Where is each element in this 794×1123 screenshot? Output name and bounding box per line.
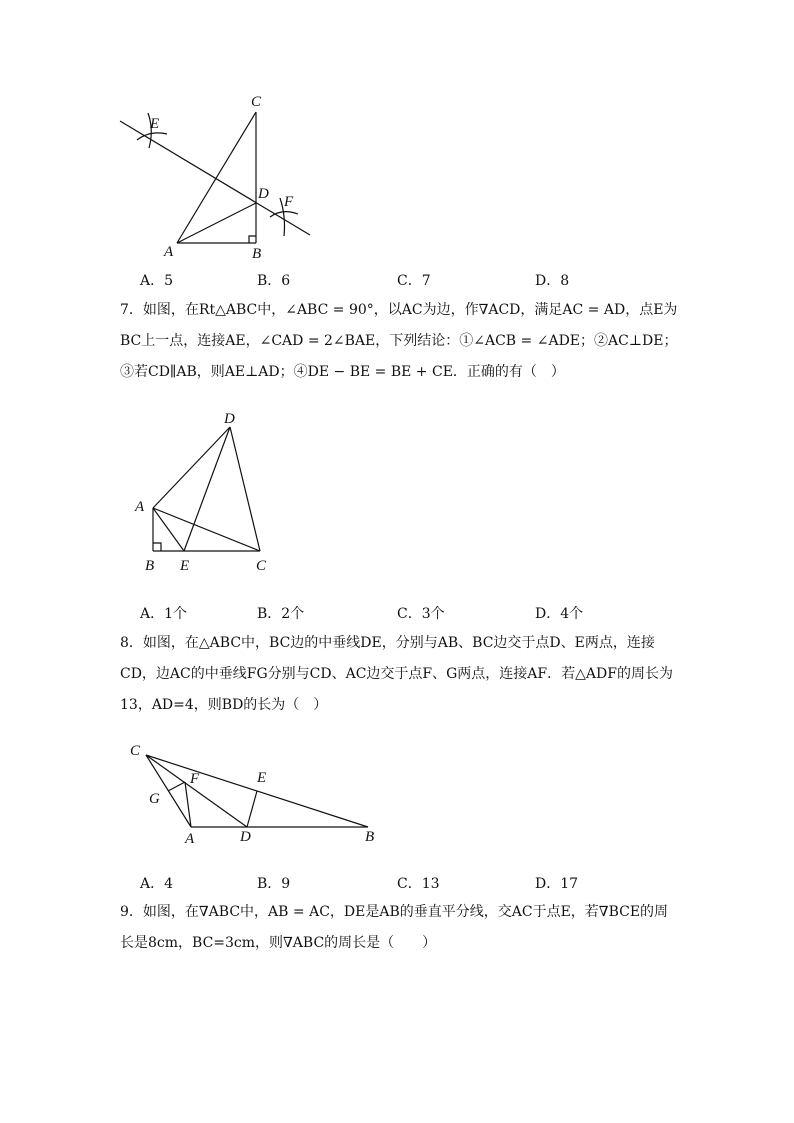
q8-option-b[interactable]: B．9: [257, 876, 291, 892]
q6-diagram: [110, 90, 330, 270]
q6-option-d[interactable]: D．8: [535, 273, 570, 289]
q8-option-a[interactable]: A．4: [140, 876, 174, 892]
label-E: E: [180, 558, 190, 574]
q7-figure: [125, 405, 285, 580]
label-A: A: [185, 831, 195, 847]
q8-text: 8．如图，在△ABC中，BC边的中垂线DE，分别与AB、BC边交于点D、E两点，连接CD，边AC的中垂线FG分别与CD、AC边交于点F、G两点，连接AF．若△ADF的周长为13，AD=4，则BD的长为（ ）: [120, 635, 673, 713]
label-B: B: [145, 558, 155, 574]
segment-DE: [184, 427, 230, 551]
q8-option-c[interactable]: C．13: [397, 876, 440, 892]
label-F: F: [190, 771, 200, 787]
segment-CD: [146, 755, 247, 827]
q8-diagram: [120, 735, 390, 850]
label-B: B: [252, 246, 262, 262]
bisector-line-EF: [120, 121, 310, 235]
q6-option-c[interactable]: C．7: [397, 273, 431, 289]
label-D: D: [258, 186, 269, 202]
label-B: B: [365, 829, 375, 845]
label-G: G: [149, 791, 160, 807]
q7-option-a[interactable]: A．1个: [140, 606, 188, 622]
segment-AF: [185, 782, 191, 827]
q6-option-b[interactable]: B．6: [257, 273, 291, 289]
label-C: C: [256, 558, 267, 574]
q7-option-b[interactable]: B．2个: [257, 606, 305, 622]
q9-text: 9．如图，在∇ABC中，AB = AC，DE是AB的垂直平分线，交AC于点E，若∇BCE的周长是8cm，BC=3cm，则∇ABC的周长是（ ）: [120, 904, 669, 951]
label-C: C: [130, 743, 141, 759]
q7-text: 7．如图，在Rt△ABC中，∠ABC = 90°，以AC为边，作∇ACD，满足AC = AD，点E为BC上一点，连接AE，∠CAD = 2∠BAE，下列结论：①∠ACB = ∠ADE；②AC⊥DE；③若CD∥AB，则AE⊥AD；④DE − BE = BE + CE．正确的有（ ）: [120, 302, 678, 380]
q6-option-a[interactable]: A．5: [140, 273, 174, 289]
right-angle-mark-B: [153, 543, 161, 551]
segment-DC: [230, 427, 260, 551]
q8-option-d[interactable]: D．17: [535, 876, 579, 892]
q7-option-d[interactable]: D．4个: [535, 606, 584, 622]
q7-options: [140, 603, 700, 623]
segment-FG: [168, 782, 185, 791]
label-D: D: [240, 829, 251, 845]
segment-DE: [247, 791, 257, 827]
q7-option-c[interactable]: C．3个: [397, 606, 445, 622]
label-A: A: [135, 499, 145, 515]
label-E: E: [257, 770, 267, 786]
label-C: C: [251, 94, 262, 110]
label-D: D: [224, 411, 235, 427]
label-A: A: [164, 244, 174, 260]
q6-figure: [110, 90, 330, 270]
segment-AD: [153, 427, 230, 508]
q7-diagram: [125, 405, 285, 580]
label-E: E: [150, 116, 160, 132]
q8-options: [140, 873, 700, 893]
q6-options: [140, 270, 700, 290]
label-F: F: [284, 194, 294, 210]
right-angle-mark-B: [249, 236, 256, 243]
q8-figure: [120, 735, 390, 850]
